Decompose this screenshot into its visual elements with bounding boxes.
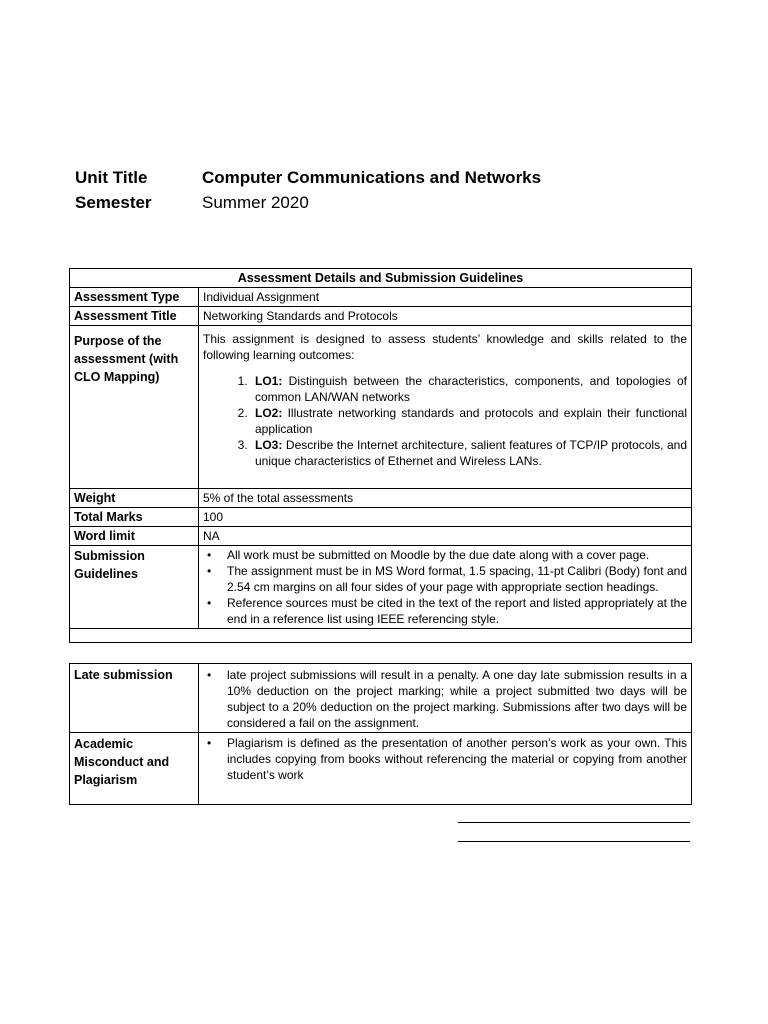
list-item <box>251 373 687 405</box>
learning-outcomes-list <box>203 373 687 469</box>
assessment-type-label: Assessment Type <box>70 288 199 307</box>
list-item <box>251 405 687 437</box>
semester-value: Summer 2020 <box>202 193 309 212</box>
lo-text: Describe the Internet architecture, salient features of TCP/IP protocols, and unique characteristics of Ethernet and Wireless LANs. <box>255 438 688 468</box>
lo-code: LO1: <box>255 374 283 388</box>
list-item: • Plagiarism is defined as the presentation of another person’s work as your own. This includes copying from books without referencing the material or copying from another student’s work <box>221 735 687 783</box>
table-row-spacer <box>70 805 692 809</box>
misconduct-label: Academic Misconduct and Plagiarism <box>70 733 199 805</box>
list-item: • late project submissions will result in a penalty. A one day late submission results in a 10% deduction on the project marking; while a project submitted two days will be subject to a 20% deduction on the project marking. Submissions after two days will be considered a fail on the assignment. <box>221 667 687 731</box>
total-marks-label: Total Marks <box>70 508 199 527</box>
purpose-label: Purpose of the assessment (with CLO Mapping) <box>70 326 199 489</box>
list-item: • All work must be submitted on Moodle by the due date along with a cover page. <box>221 547 687 563</box>
late-submission-label: Late submission <box>70 664 199 733</box>
misconduct-list <box>203 735 687 783</box>
table-caption: Assessment Details and Submission Guidelines <box>70 269 692 288</box>
unit-title-label: Unit Title <box>75 168 148 187</box>
assessment-title-value: Networking Standards and Protocols <box>199 307 692 326</box>
signature-line <box>458 841 690 842</box>
list-item: • The assignment must be in MS Word format, 1.5 spacing, 11-pt Calibri (Body) font and 2.54 cm margins on all four sides of your page with appropriate section headings. <box>221 563 687 595</box>
weight-value: 5% of the total assessments <box>199 489 692 508</box>
signature-line <box>458 822 690 823</box>
word-limit-value: NA <box>199 527 692 546</box>
lo-text: Distinguish between the characteristics, components, and topologies of common LAN/WAN networks <box>255 374 688 404</box>
policy-table <box>69 663 692 809</box>
purpose-intro: This assignment is designed to assess students’ knowledge and skills related to the following learning outcomes: <box>203 332 688 362</box>
assessment-type-value: Individual Assignment <box>199 288 692 307</box>
assessment-details-table <box>69 268 692 643</box>
list-item <box>251 437 687 469</box>
spacer-cell <box>70 805 692 809</box>
table-row-spacer <box>70 629 692 643</box>
table-row <box>70 664 692 733</box>
lo-code: LO3: <box>255 438 283 452</box>
table-row <box>70 288 692 307</box>
weight-label: Weight <box>70 489 199 508</box>
table-row <box>70 527 692 546</box>
misconduct-cell <box>199 733 692 805</box>
table-row <box>70 508 692 527</box>
spacer-cell <box>70 629 692 643</box>
word-limit-label: Word limit <box>70 527 199 546</box>
late-submission-list <box>203 667 687 731</box>
unit-title-value: Computer Communications and Networks <box>202 168 542 187</box>
submission-list <box>203 547 687 627</box>
table-caption-row <box>70 269 692 288</box>
assessment-title-label: Assessment Title <box>70 307 199 326</box>
lo-text: Illustrate networking standards and protocols and explain their functional application <box>255 406 688 436</box>
table-row <box>70 489 692 508</box>
submission-cell <box>199 546 692 629</box>
table-row <box>70 307 692 326</box>
table-row <box>70 326 692 489</box>
table-row <box>70 733 692 805</box>
submission-label: Submission Guidelines <box>70 546 199 629</box>
list-item: • Reference sources must be cited in the text of the report and listed appropriately at the end in a reference list using IEEE referencing style. <box>221 595 687 627</box>
lo-code: LO2: <box>255 406 283 420</box>
purpose-cell <box>199 326 692 489</box>
table-row <box>70 546 692 629</box>
semester-label: Semester <box>75 193 152 212</box>
late-submission-cell <box>199 664 692 733</box>
total-marks-value: 100 <box>199 508 692 527</box>
